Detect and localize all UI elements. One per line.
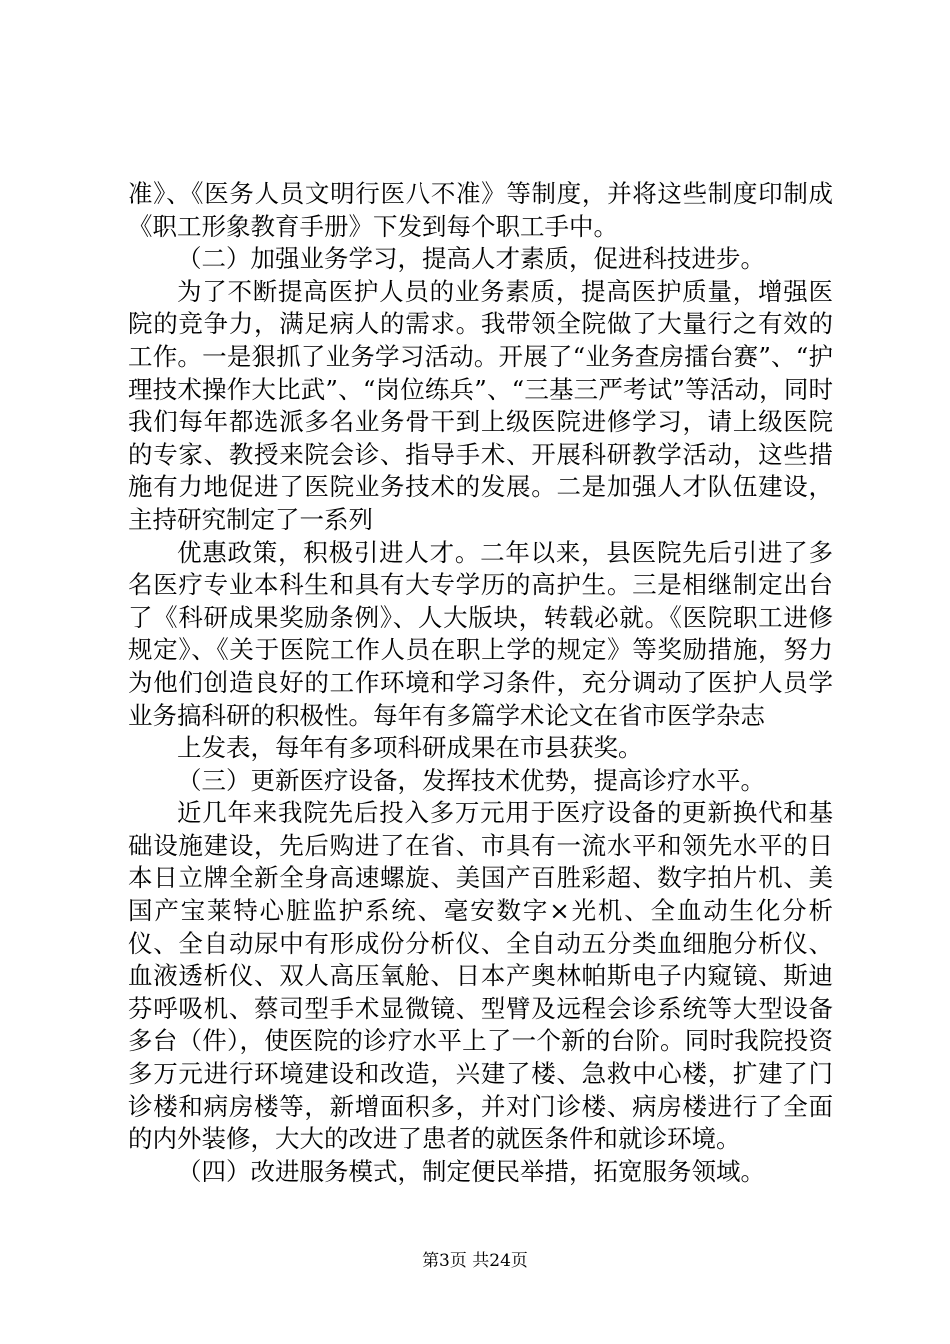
section-heading-2: （二）加强业务学习，提高人才素质，促进科技进步。 [177, 244, 765, 274]
paragraph-7: 近几年来我院先后投入多万元用于医疗设备的更新换代和基础设施建设，先后购进了在省、市具有一流水平和领先水平的日本日立牌全新全身高速螺旋、美国产百胜彩超、数字拍片机、美国产宝莱特心脏监护系统、毫安数字×光机、全血动生化分析仪、全自动尿中有形成份分析仪、全自动五分类血细胞分析仪、血液透析仪、双人高压氧舱、日本产奥林帕斯电子内窥镜、斯迪芬呼吸机、蔡司型手术显微镜、型臂及远程会诊系统等大型设备多台（件），使医院的诊疗水平上了一个新的台阶。同时我院投资多万元进行环境建设和改造，兴建了楼、急救中心楼，扩建了门诊楼和病房楼等，新增面积多，并对门诊楼、病房楼进行了全面的内外装修，大大的改进了患者的就医条件和就诊环境。 [128, 798, 833, 1154]
paragraph-5: 上发表，每年有多项科研成果在市县获奖。 [177, 733, 643, 763]
paragraph-3: 为了不断提高医护人员的业务素质，提高医护质量，增强医院的竞争力，满足病人的需求。我带领全院做了大量行之有效的工作。一是狠抓了业务学习活动。开展了“业务查房擂台赛”、“护理技术操作大比武”、“岗位练兵”、“三基三严考试”等活动，同时我们每年都选派多名业务骨干到上级医院进修学习，请上级医院的专家、教授来院会诊、指导手术、开展科研教学活动，这些措施有力地促进了医院业务技术的发展。二是加强人才队伍建设，主持研究制定了一系列 [128, 276, 833, 534]
section-heading-4: （四）改进服务模式，制定便民举措，拓宽服务领域。 [177, 1156, 765, 1186]
paragraph-4: 优惠政策，积极引进人才。二年以来，县医院先后引进了多名医疗专业本科生和具有大专学历的高护生。三是相继制定出台了《科研成果奖励条例》、人大版块，转载必就。《医院职工进修规定》、《关于医院工作人员在职上学的规定》等奖励措施，努力为他们创造良好的工作环境和学习条件，充分调动了医护人员学业务搞科研的积极性。每年有多篇学术论文在省市医学杂志 [128, 537, 833, 730]
page-number-footer: 第3页 共24页 [422, 1251, 528, 1271]
paragraph-1: 准》、《医务人员文明行医八不准》等制度，并将这些制度印制成《职工形象教育手册》下发到每个职工手中。 [128, 179, 833, 241]
document-body [128, 178, 833, 1188]
section-heading-3: （三）更新医疗设备，发挥技术优势，提高诊疗水平。 [177, 765, 765, 795]
